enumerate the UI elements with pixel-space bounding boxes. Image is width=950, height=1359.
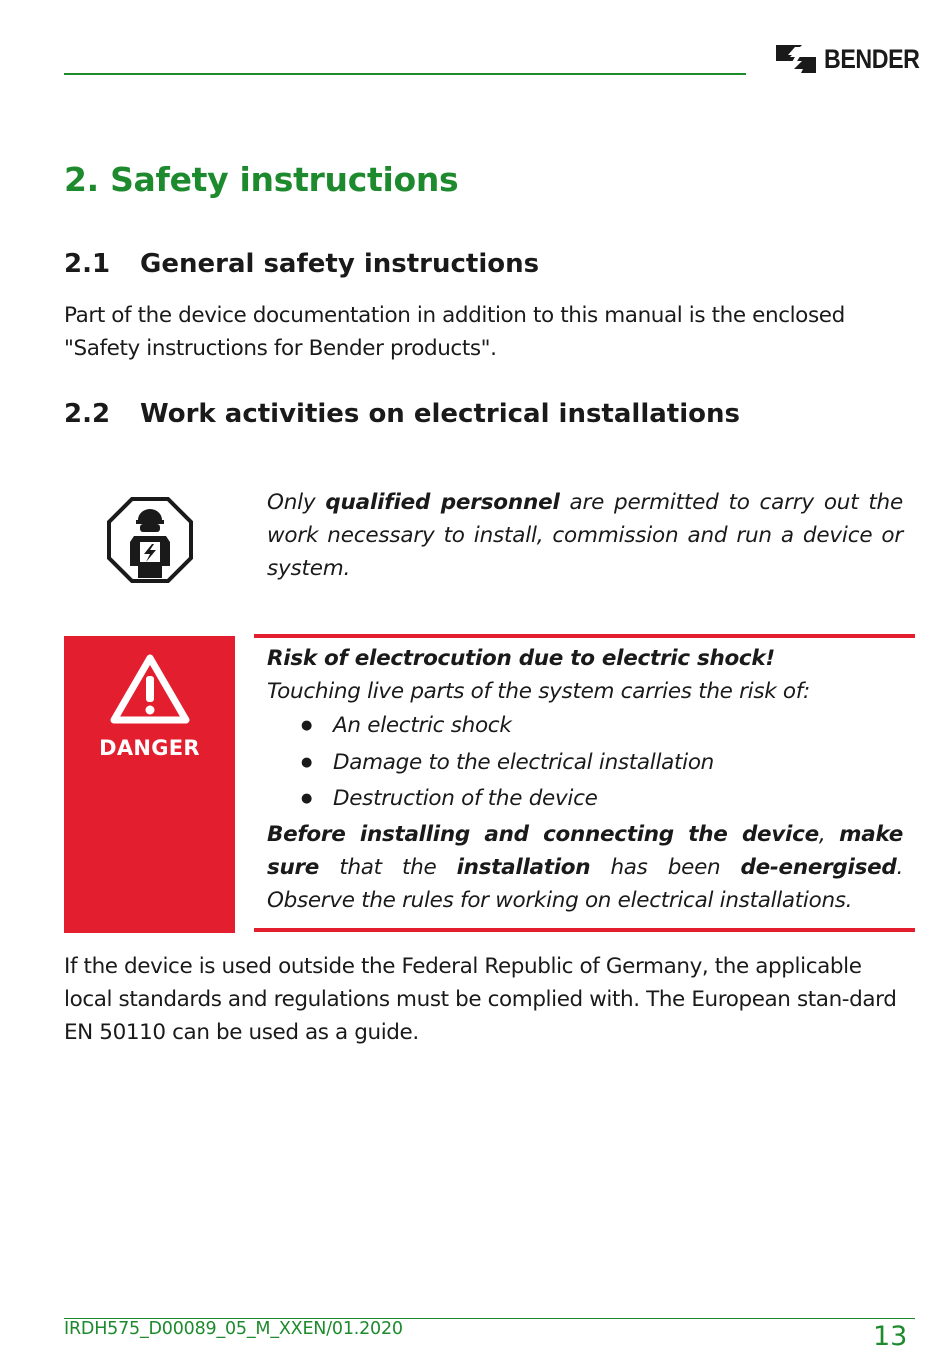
section-number: 2.1: [64, 249, 111, 279]
qualified-personnel-icon: [106, 496, 194, 588]
header-rule: [64, 73, 746, 75]
note-bold-text: qualified personnel: [325, 490, 560, 515]
logo-text: BENDER: [824, 43, 920, 74]
danger-bottom-rule: [254, 928, 915, 932]
standards-text: If the device is used outside the Federal Republic of Germany, the applicable local standards and regulations must be complied with. The European stan-dard EN 50110 can be used as a guide.: [64, 954, 897, 1045]
danger-panel: [64, 636, 235, 933]
bender-logo: [776, 43, 935, 75]
danger-instruction: [267, 818, 903, 917]
bender-logo-icon: [776, 43, 820, 75]
instruction-text: ,: [818, 821, 840, 847]
section-number: 2.2: [64, 399, 111, 429]
page-title: 2. Safety instructions: [64, 160, 459, 199]
note-text: Only: [267, 490, 326, 515]
section-title: General safety instructions: [140, 249, 540, 279]
page-number: 13: [873, 1321, 908, 1352]
danger-bullet-list: [267, 708, 903, 818]
section-title: Work activities on electrical installations: [140, 399, 740, 429]
danger-intro: Touching live parts of the system carries the risk of:: [267, 679, 810, 704]
warning-triangle-icon: [109, 652, 191, 730]
instruction-bold: make sure: [267, 821, 903, 880]
qualified-personnel-note: [267, 486, 903, 585]
instruction-text: . Observe the rules for working on electrical installations.: [267, 854, 903, 913]
list-item: ● Damage to the electrical installation: [267, 745, 903, 782]
danger-content: [267, 642, 903, 917]
danger-label: DANGER: [99, 736, 200, 760]
danger-risk-title: Risk of electrocution due to electric shock!: [267, 646, 775, 671]
footer-document-id: IRDH575_D00089_05_M_XXEN/01.2020: [64, 1319, 403, 1339]
section-heading-2-1: [64, 249, 539, 279]
instruction-text: has been: [590, 854, 741, 880]
note-text: are permitted to carry out the work necessary to install, commission and run a device or system.: [267, 490, 904, 581]
instruction-bold: installation: [456, 854, 591, 880]
instruction-bold: Before installing and connecting the device: [267, 821, 819, 847]
general-safety-text: Part of the device documentation in addition to this manual is the enclosed "Safety instructions for Bender products".: [64, 303, 845, 361]
list-item: ● An electric shock: [267, 708, 903, 745]
list-item: ● Destruction of the device: [267, 781, 903, 818]
instruction-bold: de-energised: [740, 854, 897, 880]
section-heading-2-2: [64, 399, 740, 429]
danger-top-rule: [254, 634, 915, 638]
instruction-text: that the: [319, 854, 457, 880]
